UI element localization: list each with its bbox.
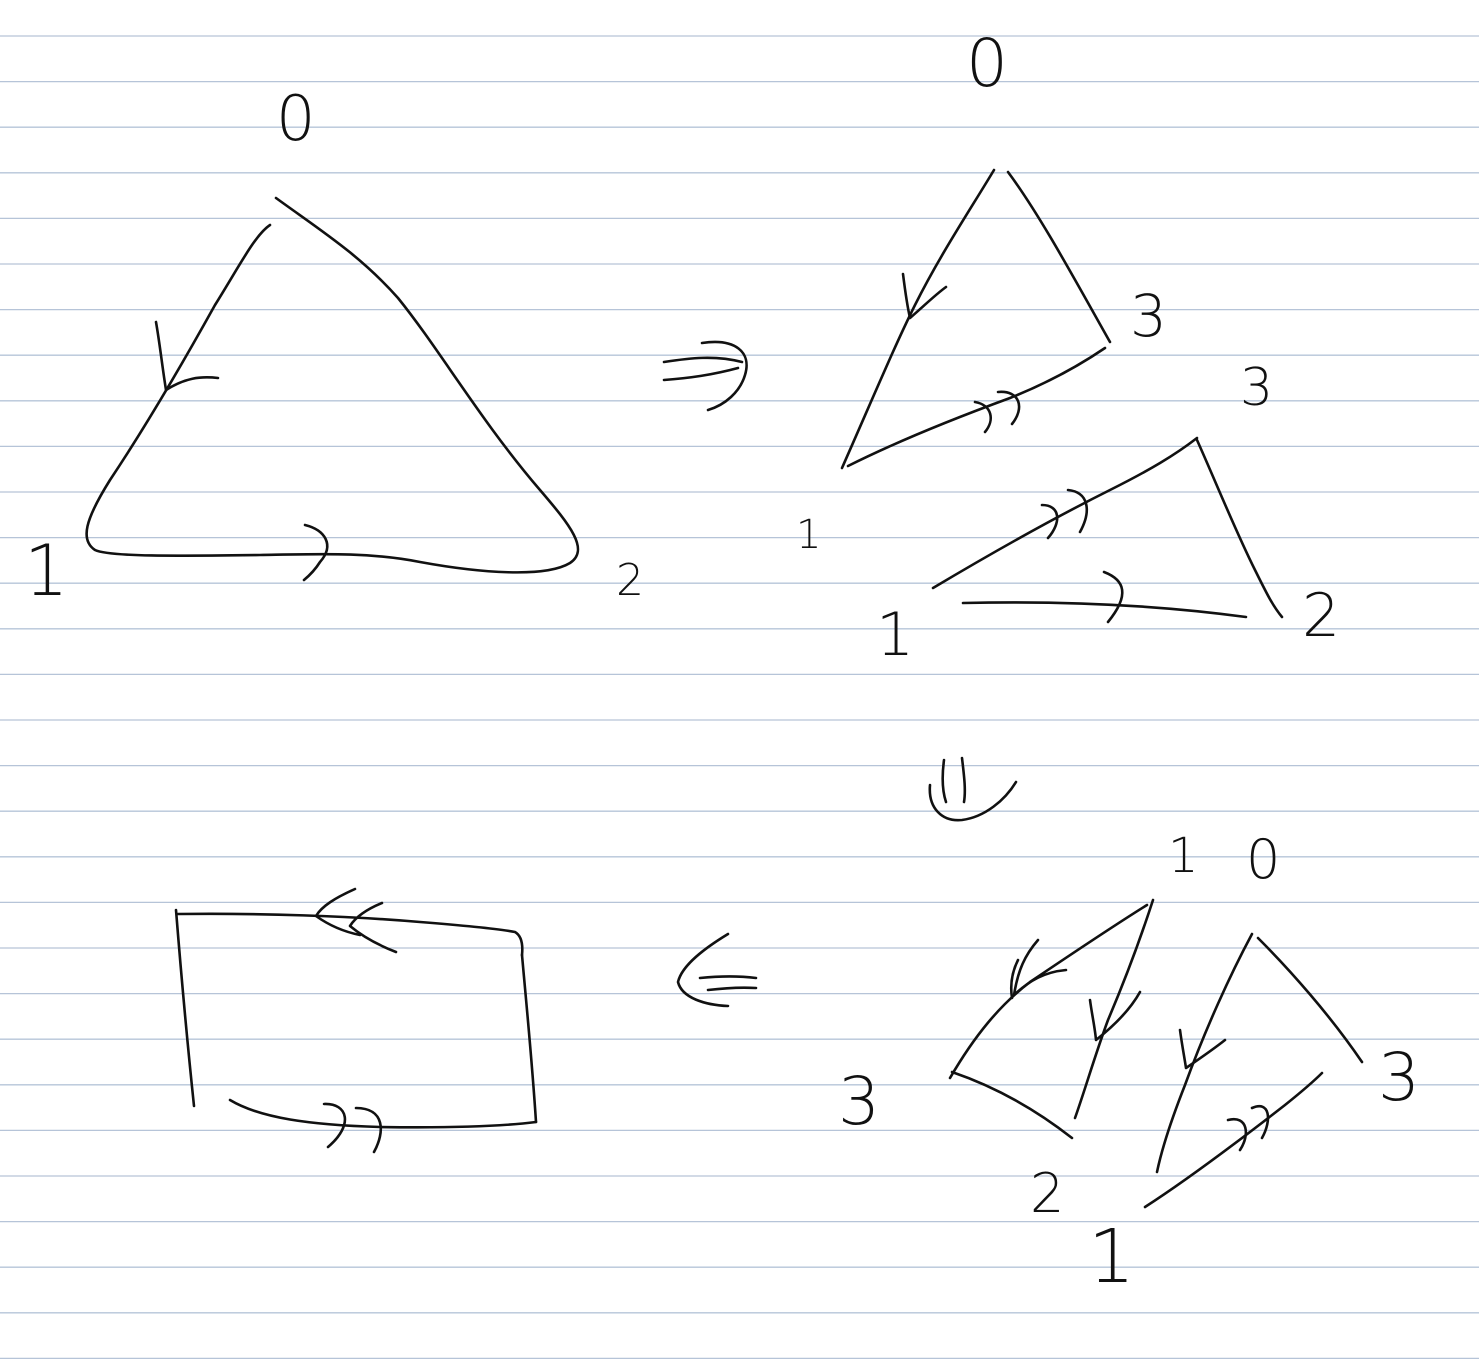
lower-top-right-label: 3	[1240, 358, 1274, 418]
lower-right-edge	[1197, 440, 1282, 617]
upper-top-label: 0	[966, 25, 1008, 102]
arrow-single-upper	[903, 274, 946, 318]
lower-left-label: 1	[876, 600, 915, 670]
vertex-label-top: 0	[276, 82, 316, 155]
glued-pair	[838, 828, 1420, 1300]
arrow-single-lower	[1104, 572, 1122, 622]
arrow-shaft-upper	[700, 977, 756, 979]
upper-left-label: 1	[796, 512, 822, 558]
arrow-single-bottom-edge	[304, 525, 327, 580]
two-triangles	[796, 25, 1340, 670]
implies-arrow-left	[678, 934, 756, 1006]
arrow-head	[678, 934, 728, 1006]
rect-top-edge	[178, 914, 522, 955]
arrow-shaft-left	[943, 760, 946, 802]
arrow-shaft-right	[962, 758, 965, 802]
arrow-double-top-b	[350, 903, 396, 952]
rect-left-edge	[176, 910, 194, 1106]
triangle-original	[24, 82, 644, 612]
right-triangle-left-edge	[1157, 934, 1252, 1172]
arrow-double-right-b	[1252, 1106, 1268, 1138]
right-triangle-bottom-edge	[1145, 1073, 1322, 1207]
rect-right-edge	[522, 955, 536, 1122]
top-a-label: 1	[1168, 828, 1199, 884]
triangle-outline	[87, 198, 578, 572]
lower-bottom-edge	[963, 602, 1246, 617]
arrow-single-left	[1090, 992, 1140, 1040]
right-triangle-right-edge	[1258, 938, 1362, 1062]
left-label: 3	[838, 1063, 880, 1140]
arrow-shaft-lower	[664, 368, 738, 380]
top-b-label: 0	[1246, 828, 1281, 891]
left-triangle-upper-edge	[950, 905, 1147, 1078]
lower-right-label: 2	[1302, 581, 1341, 651]
right-label: 3	[1378, 1039, 1420, 1116]
implies-arrow-right	[664, 342, 747, 410]
ruled-lines	[0, 36, 1479, 1358]
upper-right-edge	[1008, 172, 1110, 342]
rect-bottom-edge	[230, 1100, 536, 1127]
arrow-shaft-lower	[708, 988, 756, 990]
arrow-double-upper-b	[998, 392, 1019, 424]
lower-top-edge	[933, 438, 1197, 588]
bottom-mid-label: 2	[1030, 1162, 1065, 1225]
upper-right-label: 3	[1130, 282, 1167, 350]
vertex-label-right: 2	[616, 555, 644, 606]
bottom-label: 1	[1088, 1214, 1136, 1300]
arrow-shaft-upper	[664, 358, 742, 362]
vertex-label-left: 1	[24, 530, 69, 612]
left-triangle-bottom-edge	[952, 1072, 1072, 1138]
rectangle	[176, 889, 536, 1152]
upper-left-edge	[842, 170, 994, 468]
arrow-single-right	[1180, 1030, 1225, 1068]
arrow-head	[702, 342, 747, 410]
